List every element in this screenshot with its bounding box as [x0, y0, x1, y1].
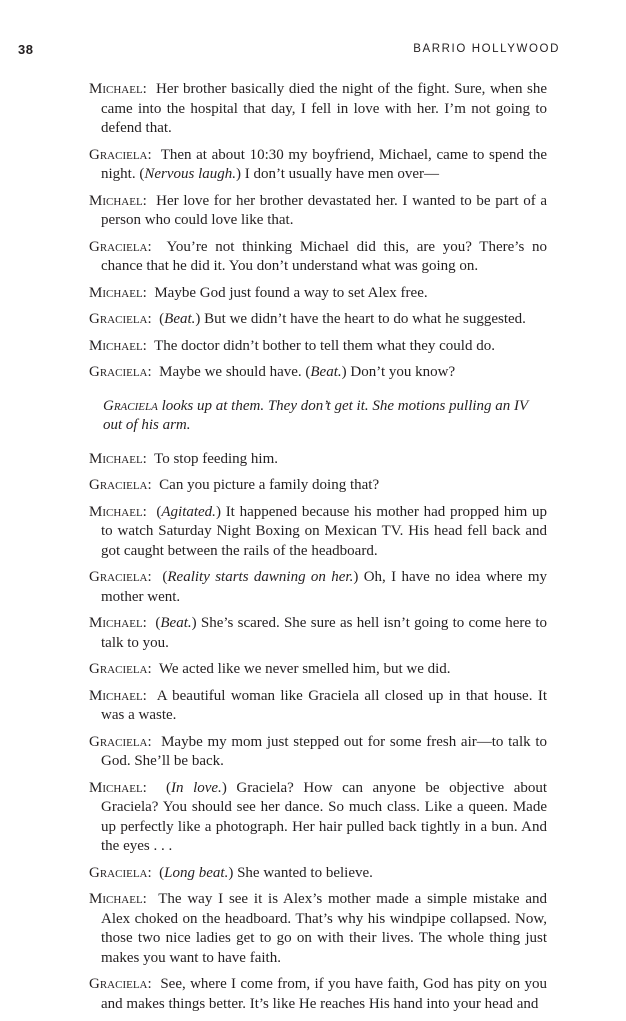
- dialogue-line: [89, 660, 547, 680]
- page-number: 38: [18, 42, 34, 57]
- dialogue-text: ) Don’t you know?: [341, 364, 456, 380]
- dialogue-text: (: [156, 503, 162, 520]
- parenthetical-direction: Agitated.: [161, 503, 216, 520]
- parenthetical-direction: Long beat.: [164, 864, 229, 881]
- dialogue-line: [89, 310, 547, 330]
- speaker-name: Michael:: [89, 891, 147, 907]
- dialogue-line: [89, 975, 547, 1014]
- dialogue-text: You’re not thinking Michael did this, are you? There’s no chance that he did it. You don’t understand what was going on.: [101, 238, 547, 274]
- speaker-name: Michael:: [89, 687, 147, 704]
- parenthetical-direction: Beat.: [160, 615, 192, 631]
- speaker-name: Graciela:: [89, 146, 152, 163]
- speaker-name: Graciela:: [89, 733, 152, 750]
- speaker-name: Michael:: [89, 192, 147, 209]
- dialogue-text: (: [162, 569, 168, 585]
- running-head: BARRIO HOLLYWOOD: [413, 43, 560, 55]
- dialogue-line: [89, 687, 547, 726]
- speaker-name: Graciela:: [89, 311, 152, 327]
- dialogue-line: [89, 568, 547, 607]
- dialogue-text: Maybe my mom just stepped out for some fresh air—to talk to God. She’ll be back.: [101, 733, 547, 769]
- speaker-name: Graciela:: [89, 238, 152, 255]
- dialogue-text: A beautiful woman like Graciela all closed up in that house. It was a waste.: [101, 687, 547, 723]
- dialogue-text: ) Graciela? How can anyone be objective about Graciela? You should see her dance. So much class. Like a queen. Made up perfectly like a photograph. Her hair pulled back tightly in a bun. And the eyes . . .: [101, 779, 548, 854]
- dialogue-line: [89, 192, 547, 231]
- dialogue-text: To stop feeding him.: [154, 450, 279, 467]
- dialogue-text: ) Oh, I have no idea where my mother went.: [101, 569, 547, 605]
- speaker-name: Michael:: [89, 337, 147, 354]
- dialogue-text: ) I don’t usually have men over—: [236, 166, 440, 182]
- dialogue-line: [89, 779, 547, 857]
- dialogue-text: Then at about 10:30 my boyfriend, Michael, came to spend the night. (: [101, 146, 547, 182]
- dialogue-text: Maybe we should have. (: [159, 364, 311, 380]
- dialogue-text: We acted like we never smelled him, but we did.: [158, 661, 451, 677]
- speaker-name: Michael:: [89, 81, 147, 97]
- speaker-name: Graciela:: [89, 477, 152, 493]
- dialogue-line: [89, 337, 547, 357]
- dialogue-line: [89, 450, 547, 470]
- dialogue-text: Maybe God just found a way to set Alex free.: [154, 284, 428, 301]
- stage-direction-text: looks up at them. They don’t get it. She motions pulling an IV out of his arm.: [103, 397, 528, 433]
- dialogue-text: Her love for her brother devastated her. I wanted to be part of a person who could love like that.: [101, 192, 548, 228]
- dialogue-line: [89, 80, 547, 139]
- dialogue-line: [89, 146, 547, 185]
- dialogue-line: [89, 363, 547, 383]
- dialogue-line: [89, 476, 547, 496]
- speaker-name: Graciela:: [89, 364, 152, 380]
- dialogue-line: [89, 238, 547, 277]
- dialogue-text: See, where I come from, if you have faith, God has pity on you and makes things better. It’s like He reaches His hand into your head and: [101, 976, 547, 1012]
- parenthetical-direction: Reality starts dawning on her.: [167, 569, 354, 585]
- dialogue-text: (: [155, 615, 161, 631]
- dialogue-line: [89, 614, 547, 653]
- dialogue-line: [89, 503, 547, 562]
- parenthetical-direction: Beat.: [310, 364, 342, 380]
- speaker-name: Graciela:: [89, 864, 152, 881]
- dialogue-line: [89, 864, 547, 884]
- stage-direction-character: Graciela: [103, 397, 158, 414]
- dialogue-line: [89, 890, 547, 968]
- speaker-name: Michael:: [89, 284, 147, 301]
- speaker-name: Michael:: [89, 615, 147, 631]
- dialogue-text: (: [159, 311, 165, 327]
- dialogue-text: ) But we didn’t have the heart to do what he suggested.: [195, 311, 526, 327]
- dialogue-text: ) She wanted to believe.: [228, 864, 373, 881]
- parenthetical-direction: In love.: [171, 779, 222, 796]
- speaker-name: Michael:: [89, 779, 147, 796]
- dialogue-text: Can you picture a family doing that?: [159, 477, 380, 493]
- speaker-name: Michael:: [89, 503, 147, 520]
- parenthetical-direction: Beat.: [164, 311, 196, 327]
- dialogue-line: [89, 733, 547, 772]
- speaker-name: Graciela:: [89, 976, 152, 992]
- dialogue-text: Her brother basically died the night of the fight. Sure, when she came into the hospital that day, I fell in love with her. I’m not going to defend that.: [101, 81, 548, 136]
- stage-direction: [103, 397, 547, 436]
- page-header: [0, 42, 626, 62]
- dialogue-text: ) She’s scared. She sure as hell isn’t going to come here to talk to you.: [101, 615, 547, 651]
- dialogue-text: The way I see it is Alex’s mother made a simple mistake and Alex choked on the headboard. That’s why his windpipe collapsed. Now, those two nice ladies get to go on with their lives. The whole thing just makes you want to have faith.: [101, 891, 547, 966]
- dialogue-text: ) It happened because his mother had propped him up to watch Saturday Night Boxing on Mexican TV. His head fell back and got caught between the rails of the headboard.: [101, 503, 547, 559]
- speaker-name: Graciela:: [89, 569, 152, 585]
- dialogue-text: The doctor didn’t bother to tell them what they could do.: [154, 337, 495, 354]
- speaker-name: Michael:: [89, 450, 147, 467]
- speaker-name: Graciela:: [89, 661, 152, 677]
- dialogue-text: (: [166, 779, 171, 796]
- parenthetical-direction: Nervous laugh.: [144, 166, 237, 182]
- dialogue-text: (: [159, 864, 165, 881]
- script-body: [89, 80, 547, 1021]
- dialogue-line: [89, 284, 547, 304]
